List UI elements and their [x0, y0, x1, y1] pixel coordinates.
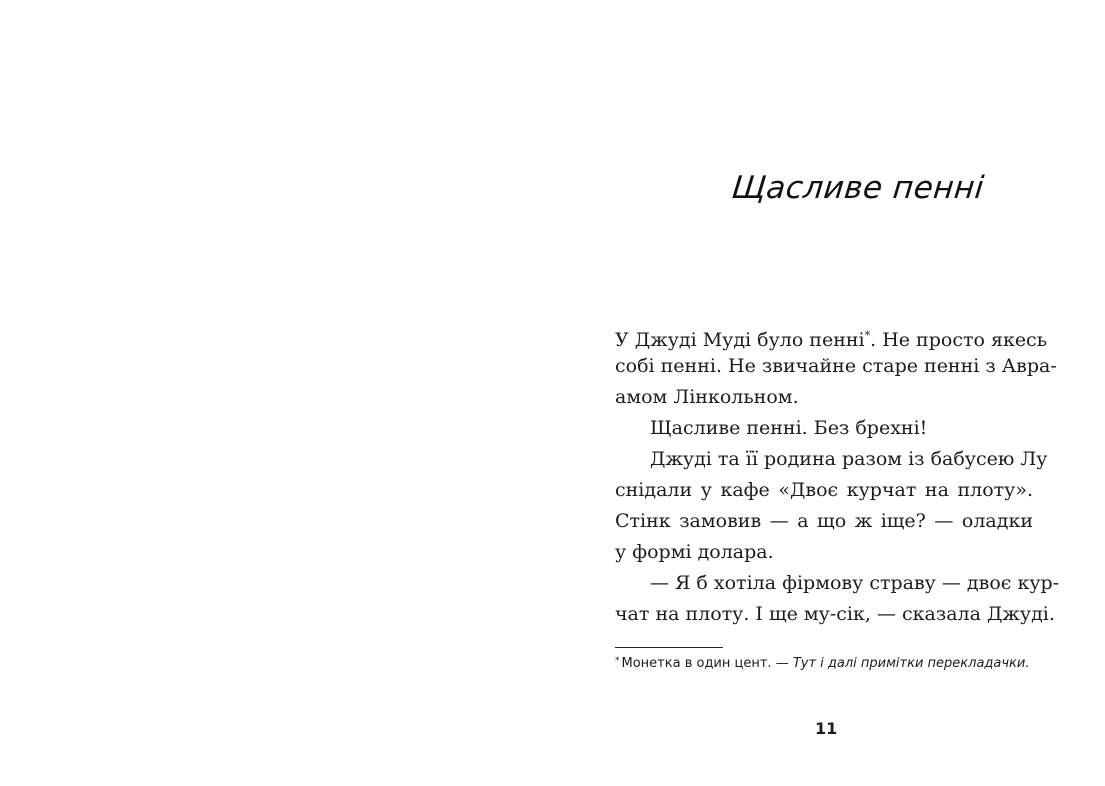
text-line-1: У Джуді Муді було пенні*. Не просто якесь [615, 329, 1048, 351]
text-line-10: чат на плоту. І ще му-сік, — сказала Джуді. [615, 603, 1055, 625]
footnote-italic-text: Тут і далі примітки перекладачки. [792, 656, 1030, 671]
text-line-9: — Я б хотіла фірмову страву — двоє кур- [650, 572, 1060, 594]
text-line-5: Джуді та її родина разом із бабусею Лу [650, 448, 1048, 470]
text-line-3: амом Лінкольном. [615, 386, 799, 408]
text-line-6: снідали у кафе «Двоє курчат на плоту». [615, 479, 1033, 501]
text-line-4: Щасливе пенні. Без брехні! [650, 417, 928, 439]
page-number: 11 [815, 719, 838, 738]
footnote-text: Монетка в один цент. — [621, 656, 793, 671]
footnote-mark: * [615, 656, 620, 666]
text-line-7: Стінк замовив — а що ж іще? — оладки [615, 510, 1033, 532]
footnote-divider [615, 647, 723, 648]
footnote-reference[interactable]: * [864, 329, 871, 342]
text-line-2: собі пенні. Не звичайне старе пенні з Авра- [615, 355, 1057, 377]
text-line-8: у формі долара. [615, 541, 774, 563]
body-text [615, 320, 1060, 630]
chapter-title: Щасливе пенні [730, 170, 986, 206]
footnote [615, 652, 1030, 673]
